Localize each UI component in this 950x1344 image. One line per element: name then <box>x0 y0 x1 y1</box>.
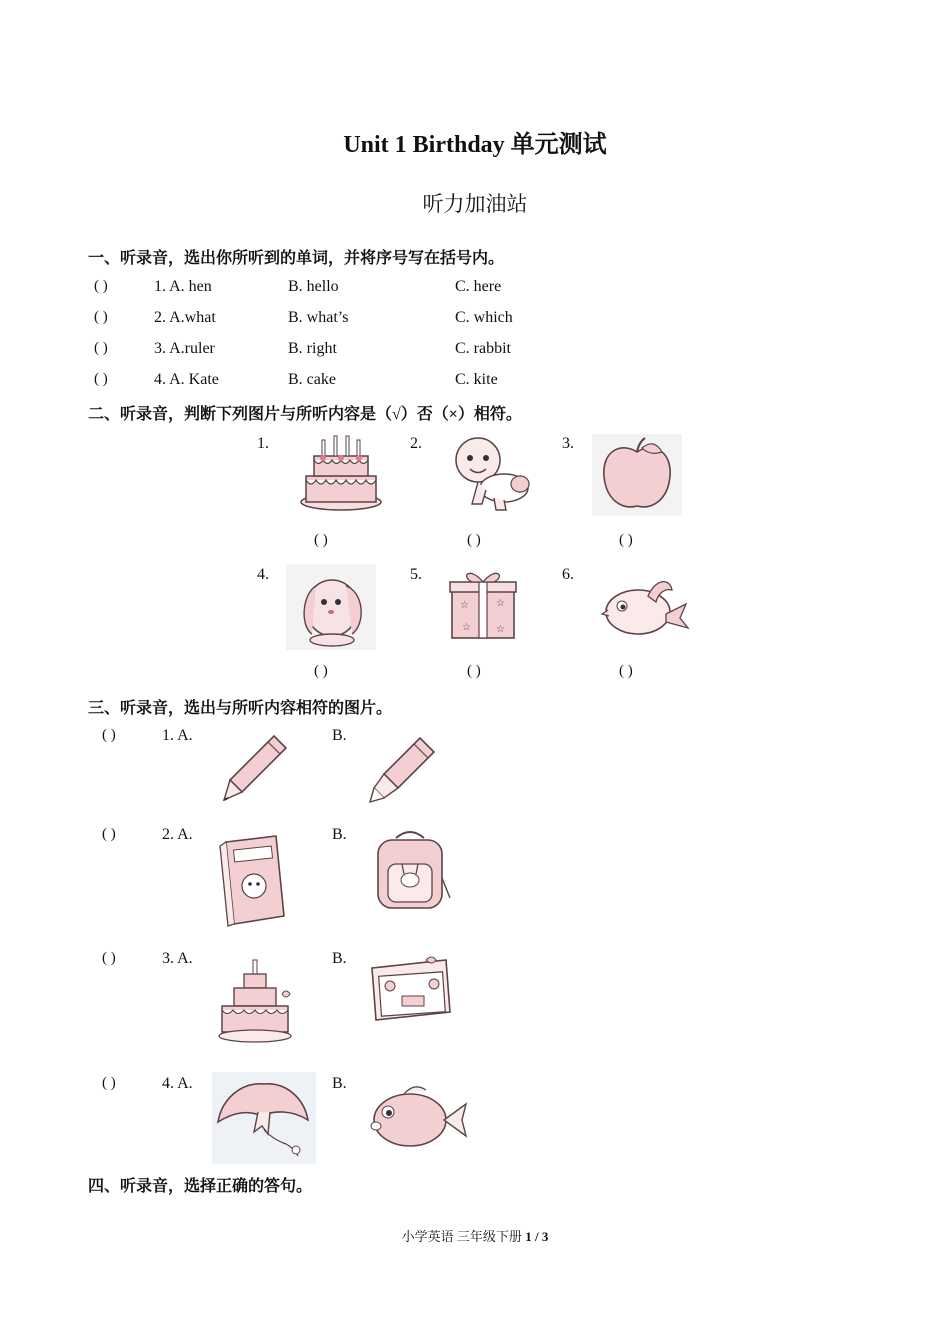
pen-icon <box>368 734 438 806</box>
baby-icon <box>448 432 534 514</box>
picture-number: 1. <box>257 435 269 452</box>
pencil-icon <box>216 730 292 806</box>
answer-paren[interactable]: ( ) <box>94 278 108 294</box>
tiered-cake-icon <box>216 958 296 1044</box>
option-b: B. cake <box>288 371 336 388</box>
svg-text:☆: ☆ <box>462 622 471 633</box>
picture-number: 5. <box>410 566 422 583</box>
picture-number: 4. <box>257 566 269 583</box>
option-c: C. rabbit <box>455 340 511 357</box>
bird-icon <box>600 574 692 642</box>
page-footer <box>0 1226 950 1245</box>
page-separator: / <box>534 1229 539 1244</box>
option-a: 4. A. Kate <box>154 371 219 388</box>
picture-number: 3. <box>562 435 574 452</box>
answer-paren[interactable]: ( ) <box>467 663 481 679</box>
option-a-label: 3. A. <box>162 950 193 967</box>
answer-paren[interactable]: ( ) <box>102 727 116 743</box>
gift-box-icon <box>446 564 520 642</box>
svg-text:☆: ☆ <box>496 624 505 635</box>
svg-text:☆: ☆ <box>460 600 469 611</box>
footer-label: 小学英语 三年级下册 <box>401 1229 522 1244</box>
page-total: 3 <box>541 1229 549 1244</box>
option-b: B. what’s <box>288 309 349 326</box>
option-a-label: 2. A. <box>162 826 193 843</box>
page-title: Unit 1 Birthday 单元测试 <box>343 132 607 158</box>
apple-icon <box>592 434 682 516</box>
answer-paren[interactable]: ( ) <box>467 532 481 548</box>
section1-heading: 一、听录音，选出你所听到的单词，并将序号写在括号内。 <box>88 250 505 267</box>
svg-text:☆: ☆ <box>496 598 505 609</box>
option-b-label: B. <box>332 1075 347 1092</box>
storybook-icon <box>216 832 288 928</box>
section3-heading: 三、听录音，选出与所听内容相符的图片。 <box>88 700 393 717</box>
option-a-label: 4. A. <box>162 1075 193 1092</box>
answer-paren[interactable]: ( ) <box>102 826 116 842</box>
option-c: C. kite <box>455 371 498 388</box>
section2-heading: 二、听录音，判断下列图片与所听内容是（√）否（×）相符。 <box>88 406 522 423</box>
page-number: 1 <box>525 1229 532 1244</box>
picture-number: 6. <box>562 566 574 583</box>
option-a: 2. A.what <box>154 309 216 326</box>
answer-paren[interactable]: ( ) <box>102 1075 116 1091</box>
option-b: B. right <box>288 340 337 357</box>
kite-icon <box>212 1072 316 1164</box>
section4-heading: 四、听录音，选择正确的答句。 <box>88 1178 313 1195</box>
picture-number: 2. <box>410 435 422 452</box>
backpack-icon <box>368 828 452 912</box>
option-b-label: B. <box>332 826 347 843</box>
fish-icon <box>364 1082 470 1156</box>
answer-paren[interactable]: ( ) <box>94 371 108 387</box>
answer-paren[interactable]: ( ) <box>619 532 633 548</box>
option-b-label: B. <box>332 950 347 967</box>
option-a-label: 1. A. <box>162 727 193 744</box>
section-subtitle: 听力加油站 <box>422 192 528 216</box>
option-a: 1. A. hen <box>154 278 212 295</box>
answer-paren[interactable]: ( ) <box>314 532 328 548</box>
answer-paren[interactable]: ( ) <box>94 309 108 325</box>
answer-paren[interactable]: ( ) <box>102 950 116 966</box>
answer-paren[interactable]: ( ) <box>94 340 108 356</box>
option-a: 3. A.ruler <box>154 340 215 357</box>
option-c: C. here <box>455 278 502 295</box>
birthday-card-icon <box>366 954 454 1026</box>
answer-paren[interactable]: ( ) <box>619 663 633 679</box>
rabbit-icon <box>286 564 376 650</box>
option-c: C. which <box>455 309 513 326</box>
option-b: B. hello <box>288 278 339 295</box>
birthday-cake-icon <box>296 430 386 516</box>
option-b-label: B. <box>332 727 347 744</box>
answer-paren[interactable]: ( ) <box>314 663 328 679</box>
